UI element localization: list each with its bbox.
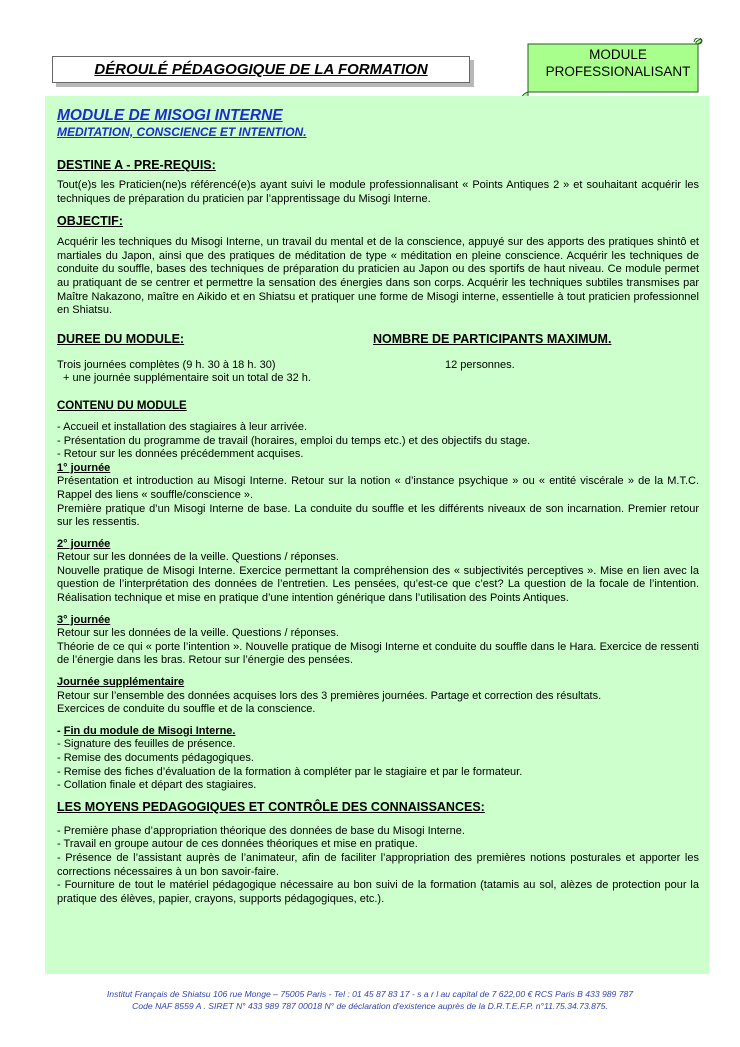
page-title: DÉROULÉ PÉDAGOGIQUE DE LA FORMATION xyxy=(94,61,428,78)
footer xyxy=(0,989,740,1012)
moyens-list xyxy=(57,825,699,907)
contenu-intro-item: - Retour sur les données précédemment acquises. xyxy=(57,448,304,461)
extra-heading: Journée supplémentaire xyxy=(57,676,185,689)
end-item: - Signature des feuilles de présence. xyxy=(57,738,236,751)
badge-text xyxy=(532,46,704,80)
end-item: - Remise des fiches d’évaluation de la formation à compléter par le stagiaire et par le formateur. xyxy=(57,765,523,778)
extra-text: Retour sur l’ensemble des données acquises lors des 3 premières journées. Partage et correction des résultats. xyxy=(57,689,602,702)
moyens-item: - Travail en groupe autour de ces données théoriques et mise en pratique. xyxy=(57,838,418,851)
module-subtitle: MEDITATION, CONSCIENCE ET INTENTION. xyxy=(57,125,307,139)
moyens-item: - Première phase d’appropriation théorique des données de base du Misogi Interne. xyxy=(57,824,465,837)
end-heading: Fin du module de Misogi Interne. xyxy=(63,724,236,737)
duree-participants-values xyxy=(57,359,699,386)
badge-line2: PROFESSIONALISANT xyxy=(545,64,691,79)
module-title: MODULE DE MISOGI INTERNE xyxy=(57,107,283,124)
duree-line1: Trois journées complètes (9 h. 30 à 18 h. 30) xyxy=(57,358,276,371)
day3-heading: 3° journée xyxy=(57,613,111,626)
contenu-heading: CONTENU DU MODULE xyxy=(57,399,187,412)
duree-values xyxy=(57,359,373,386)
moyens-item: - Fourniture de tout le matériel pédagogique nécessaire au bon suivi de la formation (tatamis au sol, alèzes de protection pour la pratique des élèves, papier, crayons, supports pédagogiques, etc.). xyxy=(57,879,699,905)
day1-text: Présentation et introduction au Misogi Interne. Retour sur la notion « d’instance psychique » ou « entité viscérale » de la M.T.C. Rappel des liens « souffle/conscience ». xyxy=(57,475,699,501)
end-item: - Collation finale et départ des stagiaires. xyxy=(57,779,257,792)
day3-text: Retour sur les données de la veille. Questions / réponses. xyxy=(57,627,339,640)
content xyxy=(57,107,699,906)
day1-text2: Première pratique d’un Misogi Interne de base. La conduite du souffle et les différents niveaux de son incarnation. Premier retour sur les ressentis. xyxy=(57,502,699,529)
prereq-heading: DESTINE A - PRE-REQUIS: xyxy=(57,158,216,172)
moyens-item: - Présence de l’assistant auprès de l’animateur, afin de faciliter l’appropriation des premières notions posturales et apporter les corrections nécessaires à un bon savoir-faire. xyxy=(57,851,699,878)
duree-heading: DUREE DU MODULE: xyxy=(57,331,185,346)
end-list xyxy=(57,738,699,792)
duree-line2: + une journée supplémentaire soit un total de 32 h. xyxy=(63,372,311,385)
objectif-text: Acquérir les techniques du Misogi Interne, un travail du mental et de la conscience, appuyé sur des apports des pratiques shintô et martiales du Japon, ainsi que des pratiques de méditation de type « méditation en pleine conscience. Acquérir les techniques de conduite du souffle, bases des techniques de préparation du praticien au Japon ou des sportifs de haut niveau. Ce module permet au pratiquant de se centrer et permettre la sensation des énergies dans son corps. Acquérir les techniques subtiles transmises par Maître Nakazono, maître en Aikido et en Shiatsu et pratiquer une forme de Misogi interne, essentielle à tout praticien professionnel en Shiatsu. xyxy=(57,236,699,317)
contenu-intro-item: - Présentation du programme de travail (horaires, emploi du temps etc.) et des objectifs du stage. xyxy=(57,434,531,447)
end-heading-row xyxy=(57,725,699,739)
footer-line2: Code NAF 8559 A . SIRET N° 433 989 787 00018 N° de déclaration d'existence auprès de la D.R.T.E.F.P. n°11.75.34.73.875. xyxy=(132,1000,608,1011)
footer-line1: Institut Français de Shiatsu 106 rue Monge – 75005 Paris - Tel : 01 45 87 83 17 - s a r l au capital de 7 622,00 € RCS Paris B 433 989 787 xyxy=(106,989,634,999)
day2-heading: 2° journée xyxy=(57,537,111,550)
moyens-heading: LES MOYENS PEDAGOGIQUES ET CONTRÔLE DES CONNAISSANCES: xyxy=(57,799,485,814)
page-title-box xyxy=(52,56,470,83)
badge-line1: MODULE xyxy=(589,47,647,62)
end-prefix: - xyxy=(57,724,64,737)
duree-participants-headings xyxy=(57,332,699,347)
end-item: - Remise des documents pédagogiques. xyxy=(57,752,254,764)
day1-heading: 1° journée xyxy=(57,461,111,474)
participants-heading: NOMBRE DE PARTICIPANTS MAXIMUM. xyxy=(373,331,612,346)
day3-text2: Théorie de ce qui « porte l’intention ». Nouvelle pratique de Misogi Interne et conduite du souffle dans le Hara. Exercice de ressenti de l’énergie dans les bras. Retour sur l’énergie des pensées. xyxy=(57,640,699,667)
day2-text: Retour sur les données de la veille. Questions / réponses. xyxy=(57,551,339,564)
participants-value: 12 personnes. xyxy=(445,358,515,371)
prereq-text: Tout(e)s les Praticien(ne)s référencé(e)s ayant suivi le module professionnalisant « Points Antiques 2 » et souhaitant acquérir les techniques de préparation du praticien par l’apprentissage du Misogi Interne. xyxy=(57,179,699,205)
day2-text2: Nouvelle pratique de Misogi Interne. Exercice permettant la compréhension des « subjectivités perceptives ». Mise en lien avec la question de l’interprétation des données de l’entretien. Les pensées, qu’est-ce que c’est? La question de la focale de l’intention. Réalisation technique et mise en pratique d’une intention générique dans l’utilisation des Points Antiques. xyxy=(57,564,699,605)
module-badge-scroll xyxy=(520,38,704,102)
extra-text2: Exercices de conduite du souffle et de la conscience. xyxy=(57,703,316,716)
contenu-intro-item: - Accueil et installation des stagiaires à leur arrivée. xyxy=(57,420,308,433)
objectif-heading: OBJECTIF: xyxy=(57,214,123,229)
contenu-intro xyxy=(57,421,699,462)
